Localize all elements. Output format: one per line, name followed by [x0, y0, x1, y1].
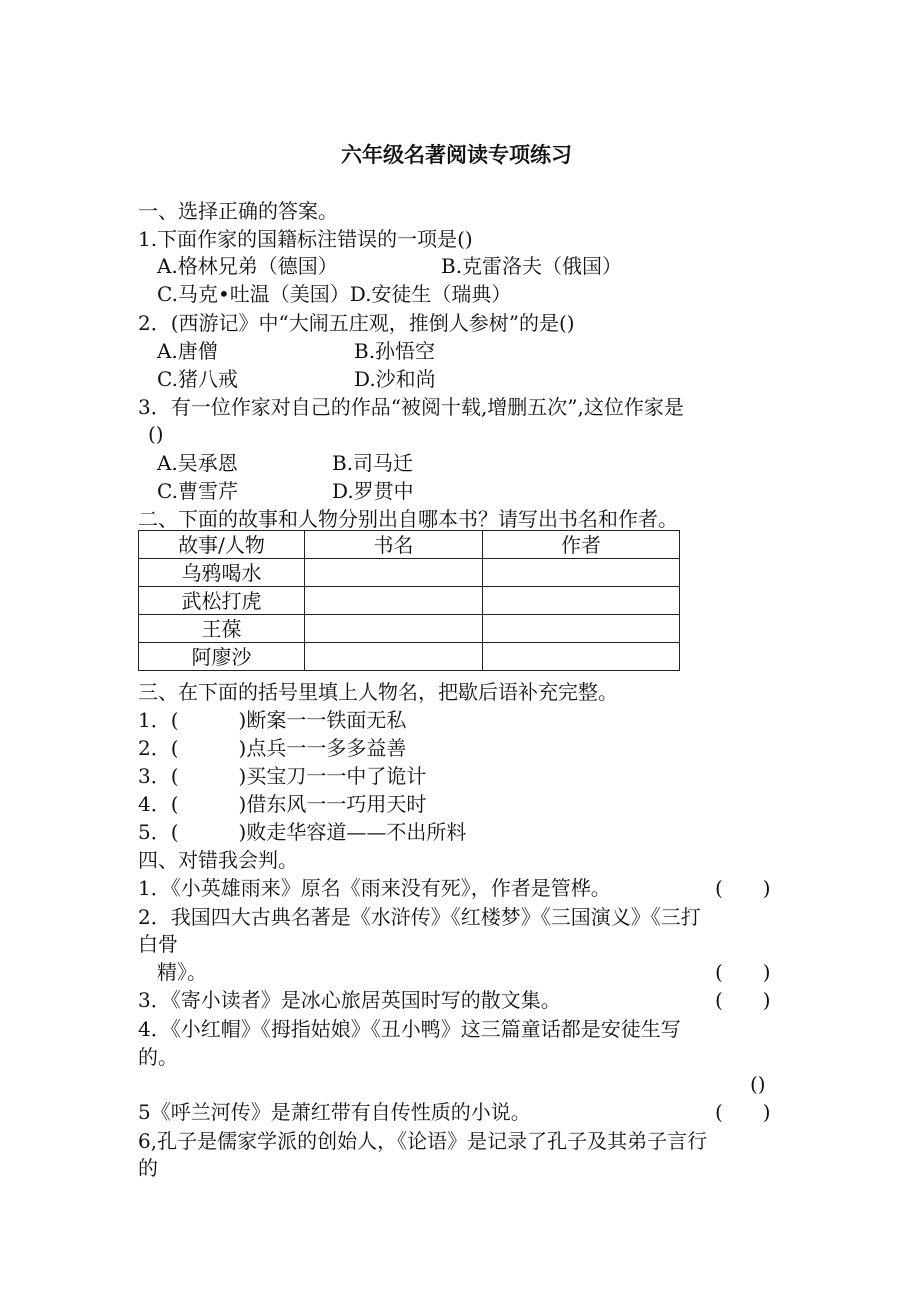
author-answer-cell[interactable]: [483, 643, 680, 671]
judge-item-1: 1．《小英雄雨来》原名《雨来没有死》，作者是管桦。: [138, 876, 611, 900]
q2-option-a: A.唐僧: [157, 339, 218, 363]
q3-paren: (): [148, 422, 164, 446]
row-story: 乌鸦喝水: [139, 559, 305, 587]
judge-paren-3[interactable]: ( ): [715, 988, 771, 1012]
xiehouyu-item: 5．( )败走华容道——不出所料: [138, 820, 467, 844]
judge-item-6: 6,孔子是儒家学派的创始人，《论语》是记录了孔子及其弟子言行: [138, 1129, 708, 1153]
q3-option-d: D.罗贯中: [332, 479, 414, 503]
q2-option-b: B.孙悟空: [354, 339, 436, 363]
q1-option-a: A.格林兄弟（德国）: [157, 254, 338, 278]
table-row: [139, 643, 680, 671]
header-book: 书名: [305, 531, 483, 559]
book-answer-cell[interactable]: [305, 615, 483, 643]
judge-paren-2[interactable]: ( ): [715, 960, 771, 984]
table-header-row: [139, 531, 680, 559]
q2-option-c: C.猪八戒: [157, 367, 238, 391]
judge-paren-4[interactable]: (): [750, 1072, 766, 1096]
xiehouyu-item: 3．( )买宝刀一一中了诡计: [138, 764, 427, 788]
table-row: [139, 559, 680, 587]
book-author-table: [138, 530, 680, 671]
table-row: [139, 587, 680, 615]
xiehouyu-item: 2．( )点兵一一多多益善: [138, 736, 407, 760]
page-title: 六年级名著阅读专项练习: [341, 142, 572, 167]
q3-option-c: C.曹雪芹: [157, 479, 238, 503]
judge-item-5: 5《呼兰河传》是萧红带有自传性质的小说。: [138, 1100, 531, 1124]
judge-item-4-cont: 的。: [138, 1045, 178, 1069]
author-answer-cell[interactable]: [483, 559, 680, 587]
row-story: 武松打虎: [139, 587, 305, 615]
q3-stem: 3．有一位作家对自己的作品“被阅十载,增删五次”,这位作家是: [138, 395, 684, 419]
judge-item-3: 3．《寄小读者》是冰心旅居英国时写的散文集。: [138, 988, 561, 1012]
xiehouyu-item: 1．( )断案一一铁面无私: [138, 708, 407, 732]
judge-paren-1[interactable]: ( ): [715, 876, 771, 900]
header-story: 故事/人物: [139, 531, 305, 559]
row-story: 王葆: [139, 615, 305, 643]
judge-paren-5[interactable]: ( ): [715, 1100, 771, 1124]
section-4-heading: 四、对错我会判。: [138, 848, 298, 872]
q3-option-a: A.吴承恩: [157, 451, 238, 475]
q1-option-b: B.克雷洛夫（俄国）: [441, 254, 623, 278]
book-answer-cell[interactable]: [305, 559, 483, 587]
author-answer-cell[interactable]: [483, 615, 680, 643]
q2-option-d: D.沙和尚: [354, 367, 436, 391]
section-1-heading: 一、选择正确的答案。: [138, 199, 338, 223]
table-row: [139, 615, 680, 643]
section-3-heading: 三、在下面的括号里填上人物名，把歇后语补充完整。: [138, 680, 618, 704]
judge-item-2: 2．我国四大古典名著是《水浒传》《红楼梦》《三国演义》《三打: [138, 905, 701, 929]
section-2-heading: 二、下面的故事和人物分别出自哪本书？请写出书名和作者。: [138, 507, 678, 531]
book-answer-cell[interactable]: [305, 587, 483, 615]
author-answer-cell[interactable]: [483, 587, 680, 615]
q3-option-b: B.司马迁: [332, 451, 414, 475]
q2-stem: 2．(西游记》中“大闹五庄观，推倒人参树”的是(): [138, 311, 575, 335]
judge-item-2-end: 精》。: [157, 960, 207, 984]
xiehouyu-item: 4．( )借东风一一巧用天时: [138, 792, 427, 816]
judge-item-4: 4．《小红帽》《拇指姑娘》《丑小鸭》这三篇童话都是安徒生写: [138, 1017, 681, 1041]
q1-option-cd: C.马克•吐温（美国）D.安徒生（瑞典）: [157, 282, 512, 306]
row-story: 阿廖沙: [139, 643, 305, 671]
judge-item-2-cont: 白骨: [138, 932, 178, 956]
judge-item-6-cont: 的: [138, 1156, 158, 1180]
header-author: 作者: [483, 531, 680, 559]
book-answer-cell[interactable]: [305, 643, 483, 671]
q1-stem: 1.下面作家的国籍标注错误的一项是(): [138, 227, 473, 251]
